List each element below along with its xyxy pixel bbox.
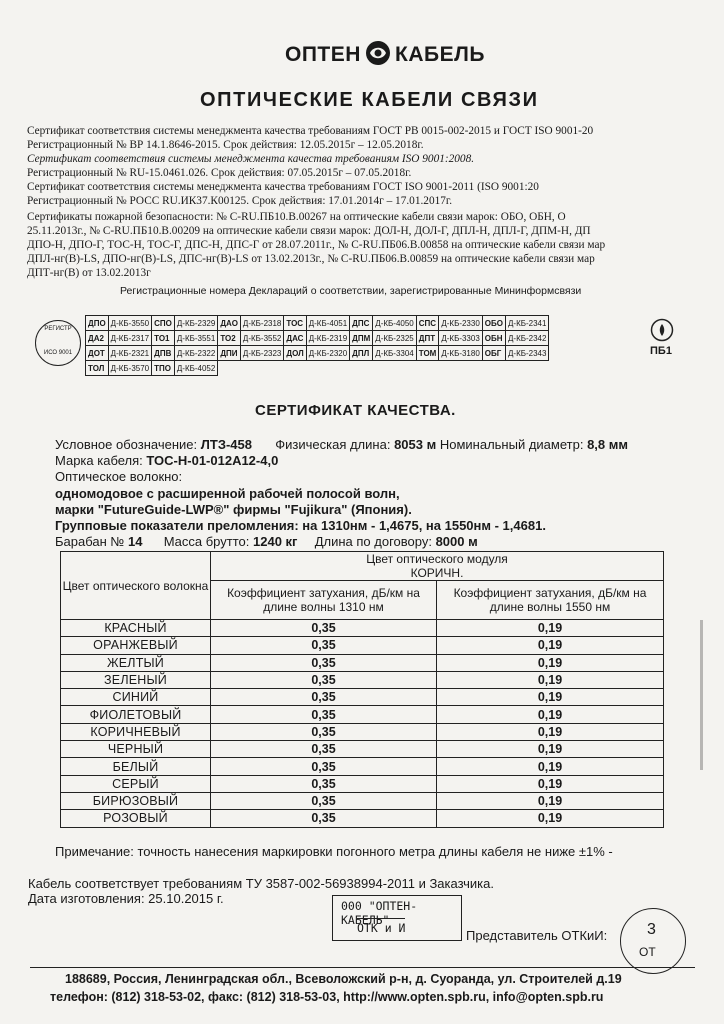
cert-line: Сертификат соответствия системы менеджмента качества требованиям ГОСТ ISO 9001-2011 (ISO 9001:20 bbox=[27, 181, 539, 193]
fire-safety-mark-icon bbox=[650, 318, 674, 342]
table-row bbox=[61, 654, 664, 671]
decl-number: Д-КБ-3303 bbox=[439, 331, 482, 346]
att-1310-cell: 0,35 bbox=[211, 775, 437, 792]
qc-stamp-line-1: 000 "ОПТЕН-КАБЕЛЬ" bbox=[341, 899, 418, 927]
att-1310-header: Коэффициент затухания, дБ/км на длине волны 1310 нм bbox=[211, 581, 437, 620]
fiber-description-2: марки "FutureGuide-LWP®" фирмы "Fujikura" (Япония). bbox=[55, 502, 412, 517]
att-1310-cell: 0,35 bbox=[211, 689, 437, 706]
att-1550-cell: 0,19 bbox=[437, 654, 664, 671]
drum-value: 14 bbox=[127, 534, 143, 549]
decl-number: Д-КБ-3551 bbox=[174, 331, 217, 346]
table-row bbox=[61, 671, 664, 688]
nom-diam-label: Номинальный диаметр: bbox=[439, 437, 584, 452]
registr-stamp-icon bbox=[35, 320, 81, 366]
cert-line: ДПЛ-нг(В)-LS, ДПО-нг(В)-LS, ДПС-нг(В)-LS от 13.02.2013г., № С-RU.ПБ06.В.00859 на оптические кабели связи мар bbox=[27, 253, 595, 265]
att-1550-cell: 0,19 bbox=[437, 723, 664, 740]
fiber-color-cell: ФИОЛЕТОВЫЙ bbox=[61, 706, 211, 723]
designation-value: ЛТЗ-458 bbox=[200, 437, 252, 452]
stamp-top-text: РЕГИСТР bbox=[44, 326, 72, 332]
qc-round-stamp-text: ОТ bbox=[639, 945, 656, 959]
cable-brand-value: ТОС-Н-01-012А12-4,0 bbox=[146, 453, 279, 468]
table-header-row bbox=[61, 552, 664, 581]
cable-brand-label: Марка кабеля: bbox=[55, 453, 143, 468]
att-1310-cell: 0,35 bbox=[211, 723, 437, 740]
module-color-header-label: Цвет оптического модуля bbox=[366, 552, 508, 566]
decl-number: Д-КБ-2343 bbox=[505, 346, 548, 361]
att-1550-cell: 0,19 bbox=[437, 810, 664, 827]
decl-code: ДОЛ bbox=[284, 346, 306, 361]
att-1550-cell: 0,19 bbox=[437, 706, 664, 723]
fiber-color-cell: ОРАНЖЕВЫЙ bbox=[61, 637, 211, 654]
decl-code: ТОМ bbox=[416, 346, 439, 361]
decl-code: ОБН bbox=[482, 331, 505, 346]
fiber-description-1: одномодовое с расширенной рабочей полосой волн, bbox=[55, 486, 400, 501]
table-row bbox=[61, 689, 664, 706]
company-contacts: телефон: (812) 318-53-02, факс: (812) 318-53-03, http://www.opten.spb.ru, info@opten.spb.ru bbox=[50, 990, 604, 1004]
decl-code: ДПВ bbox=[152, 346, 175, 361]
att-1310-cell: 0,35 bbox=[211, 810, 437, 827]
att-1310-cell: 0,35 bbox=[211, 620, 437, 637]
decl-code: ДПО bbox=[86, 316, 109, 331]
qc-stamp-line-2: ОТК и И bbox=[357, 918, 405, 935]
decl-code: ТОС bbox=[284, 316, 306, 331]
att-1550-cell: 0,19 bbox=[437, 775, 664, 792]
decl-code: СПС bbox=[416, 316, 439, 331]
att-1310-cell: 0,35 bbox=[211, 792, 437, 809]
att-1550-cell: 0,19 bbox=[437, 792, 664, 809]
table-row bbox=[61, 620, 664, 637]
att-1550-cell: 0,19 bbox=[437, 637, 664, 654]
table-row bbox=[86, 331, 549, 346]
fiber-color-cell: ЖЕЛТЫЙ bbox=[61, 654, 211, 671]
decl-code: ДА2 bbox=[86, 331, 109, 346]
info-line-drum bbox=[55, 534, 478, 549]
table-row bbox=[61, 810, 664, 827]
logo-word-left: ОПТЕН bbox=[285, 43, 361, 66]
cert-line: Сертификат соответствия системы менеджмента качества требованиям ГОСТ РВ 0015-002-2015 и ГОСТ ISO 9001-20 bbox=[27, 125, 594, 137]
att-1550-cell: 0,19 bbox=[437, 689, 664, 706]
decl-code: ТОЛ bbox=[86, 361, 109, 376]
table-row bbox=[86, 346, 549, 361]
fiber-label: Оптическое волокно: bbox=[55, 469, 183, 484]
company-logo bbox=[285, 38, 485, 72]
decl-code: ОБГ bbox=[482, 346, 505, 361]
qc-round-stamp-number: 3 bbox=[647, 921, 656, 938]
table-row bbox=[86, 361, 549, 376]
decl-number: Д-КБ-2318 bbox=[240, 316, 283, 331]
att-1310-cell: 0,35 bbox=[211, 741, 437, 758]
table-row bbox=[61, 741, 664, 758]
cert-line: ДПТ-нг(В) от 13.02.2013г bbox=[27, 267, 151, 279]
decl-number: Д-КБ-2321 bbox=[108, 346, 151, 361]
drum-label: Барабан № bbox=[55, 534, 125, 549]
fiber-color-cell: РОЗОВЫЙ bbox=[61, 810, 211, 827]
att-1550-header: Коэффициент затухания, дБ/км на длине волны 1550 нм bbox=[437, 581, 664, 620]
stamp-bottom-text: ИСО 9001 bbox=[43, 350, 73, 356]
module-color-header bbox=[211, 552, 664, 581]
gross-label: Масса брутто: bbox=[163, 534, 250, 549]
decl-number: Д-КБ-2322 bbox=[174, 346, 217, 361]
decl-code: ТО2 bbox=[218, 331, 241, 346]
cert-line: ДПО-Н, ДПО-Г, ТОС-Н, ТОС-Г, ДПС-Н, ДПС-Г от 28.07.2011г., № С-RU.ПБ06.В.00858 на оптические кабели связи мар bbox=[27, 239, 606, 251]
designation-label: Условное обозначение: bbox=[55, 437, 198, 452]
decl-number: Д-КБ-2330 bbox=[439, 316, 482, 331]
fiber-color-cell: СЕРЫЙ bbox=[61, 775, 211, 792]
decl-code: ОБО bbox=[482, 316, 505, 331]
table-row bbox=[61, 637, 664, 654]
info-line-brand bbox=[55, 453, 278, 468]
compliance-text: Кабель соответствует требованиям ТУ 3587-002-56938994-2011 и Заказчика. bbox=[28, 876, 494, 891]
att-1550-cell: 0,19 bbox=[437, 620, 664, 637]
cert-line: 25.11.2013г., № С-RU.ПБ10.В.00209 на оптические кабели связи марок: ДОЛ-Н, ДОЛ-Г, ДПЛ-Н, ДПЛ-Г, ДПМ-Н, ДП bbox=[27, 225, 591, 237]
fiber-color-cell: ЧЕРНЫЙ bbox=[61, 741, 211, 758]
decl-number: Д-КБ-3304 bbox=[373, 346, 416, 361]
decl-number: Д-КБ-3552 bbox=[240, 331, 283, 346]
refraction-index: Групповые показатели преломления: на 1310нм - 1,4675, на 1550нм - 1,4681. bbox=[55, 518, 546, 533]
fiber-color-cell: БИРЮЗОВЫЙ bbox=[61, 792, 211, 809]
decl-code: ДПМ bbox=[350, 331, 373, 346]
decl-number: Д-КБ-2317 bbox=[108, 331, 151, 346]
decl-code: ДПЛ bbox=[350, 346, 373, 361]
nom-diam-value: 8,8 мм bbox=[587, 437, 628, 452]
att-1550-cell: 0,19 bbox=[437, 741, 664, 758]
decl-number: Д-КБ-2341 bbox=[505, 316, 548, 331]
decl-code: СПО bbox=[152, 316, 175, 331]
manufacture-date: Дата изготовления: 25.10.2015 г. bbox=[28, 891, 224, 906]
att-1310-cell: 0,35 bbox=[211, 671, 437, 688]
att-1310-cell: 0,35 bbox=[211, 637, 437, 654]
fire-safety-mark-text: ПБ1 bbox=[650, 345, 672, 357]
table-row bbox=[86, 316, 549, 331]
table-row bbox=[61, 792, 664, 809]
attenuation-table-body bbox=[61, 620, 664, 828]
cert-line: Сертификат соответствия системы менеджмента качества требованиям ISO 9001:2008. bbox=[27, 153, 475, 165]
logo-word-right: КАБЕЛЬ bbox=[395, 43, 485, 66]
logo-emblem-icon bbox=[365, 40, 391, 66]
decl-code: ДАС bbox=[284, 331, 306, 346]
decl-code: ДОТ bbox=[86, 346, 109, 361]
cert-line: Регистрационный № ВР 14.1.8646-2015. Срок действия: 12.05.2015г – 12.05.2018г. bbox=[27, 139, 424, 151]
att-1310-cell: 0,35 bbox=[211, 706, 437, 723]
decl-code: ТО1 bbox=[152, 331, 175, 346]
fiber-color-cell: СИНИЙ bbox=[61, 689, 211, 706]
cert-line: Сертификаты пожарной безопасности: № С-RU.ПБ10.В.00267 на оптические кабели связи марок: ОБО, ОБН, О bbox=[27, 211, 566, 223]
att-1550-cell: 0,19 bbox=[437, 758, 664, 775]
decl-number: Д-КБ-2342 bbox=[505, 331, 548, 346]
decl-code: ТПО bbox=[152, 361, 175, 376]
decl-code: ДПИ bbox=[218, 346, 241, 361]
table-row bbox=[61, 723, 664, 740]
decl-number: Д-КБ-4050 bbox=[373, 316, 416, 331]
decl-number: Д-КБ-4051 bbox=[306, 316, 349, 331]
info-line-designation bbox=[55, 437, 628, 452]
qc-stamp bbox=[332, 895, 462, 941]
decl-number: Д-КБ-2329 bbox=[174, 316, 217, 331]
fiber-color-cell: БЕЛЫЙ bbox=[61, 758, 211, 775]
qc-representative-label: Представитель ОТКиИ: bbox=[466, 928, 608, 943]
contract-value: 8000 м bbox=[435, 534, 478, 549]
qc-round-stamp bbox=[620, 908, 686, 974]
fiber-color-cell: КОРИЧНЕВЫЙ bbox=[61, 723, 211, 740]
quality-certificate-title: СЕРТИФИКАТ КАЧЕСТВА. bbox=[255, 402, 456, 419]
decl-number: Д-КБ-2319 bbox=[306, 331, 349, 346]
decl-number: Д-КБ-2325 bbox=[373, 331, 416, 346]
table-row bbox=[61, 706, 664, 723]
decl-number: Д-КБ-3550 bbox=[108, 316, 151, 331]
page-title: ОПТИЧЕСКИЕ КАБЕЛИ СВЯЗИ bbox=[200, 89, 539, 111]
fiber-color-header: Цвет оптического волокна bbox=[61, 552, 211, 620]
decl-code: ДПС bbox=[350, 316, 373, 331]
decl-number: Д-КБ-2323 bbox=[240, 346, 283, 361]
declarations-title: Регистрационные номера Деклараций о соответствии, зарегистрированные Мининформсвязи bbox=[120, 285, 582, 297]
module-color-value: КОРИЧН. bbox=[410, 566, 464, 580]
att-1310-cell: 0,35 bbox=[211, 654, 437, 671]
cert-line: Регистрационный № РОСС RU.ИК37.К00125. Срок действия: 17.01.2014г – 17.01.2017г. bbox=[27, 195, 453, 207]
cert-line: Регистрационный № RU-15.0461.026. Срок действия: 07.05.2015г – 07.05.2018г. bbox=[27, 167, 412, 179]
decl-number: Д-КБ-3570 bbox=[108, 361, 151, 376]
contract-label: Длина по договору: bbox=[314, 534, 432, 549]
att-1310-cell: 0,35 bbox=[211, 758, 437, 775]
footer-divider bbox=[30, 967, 695, 968]
table-row bbox=[61, 775, 664, 792]
decl-number: Д-КБ-4052 bbox=[174, 361, 217, 376]
attenuation-table bbox=[60, 551, 664, 828]
gross-value: 1240 кг bbox=[253, 534, 298, 549]
phys-length-value: 8053 м bbox=[394, 437, 437, 452]
decl-number: Д-КБ-2320 bbox=[306, 346, 349, 361]
fiber-color-cell: КРАСНЫЙ bbox=[61, 620, 211, 637]
fiber-color-cell: ЗЕЛЕНЫЙ bbox=[61, 671, 211, 688]
decl-number: Д-КБ-3180 bbox=[439, 346, 482, 361]
scan-edge-mark bbox=[700, 620, 703, 770]
phys-length-label: Физическая длина: bbox=[275, 437, 391, 452]
declarations-table bbox=[85, 315, 549, 376]
decl-code: ДАО bbox=[218, 316, 241, 331]
decl-code: ДПТ bbox=[416, 331, 439, 346]
note-text: Примечание: точность нанесения маркировки погонного метра длины кабеля не ниже ±1% - bbox=[55, 844, 613, 859]
table-row bbox=[61, 758, 664, 775]
att-1550-cell: 0,19 bbox=[437, 671, 664, 688]
company-address: 188689, Россия, Ленинградская обл., Всеволожский р-н, д. Суоранда, ул. Строителей д.19 bbox=[65, 972, 622, 986]
